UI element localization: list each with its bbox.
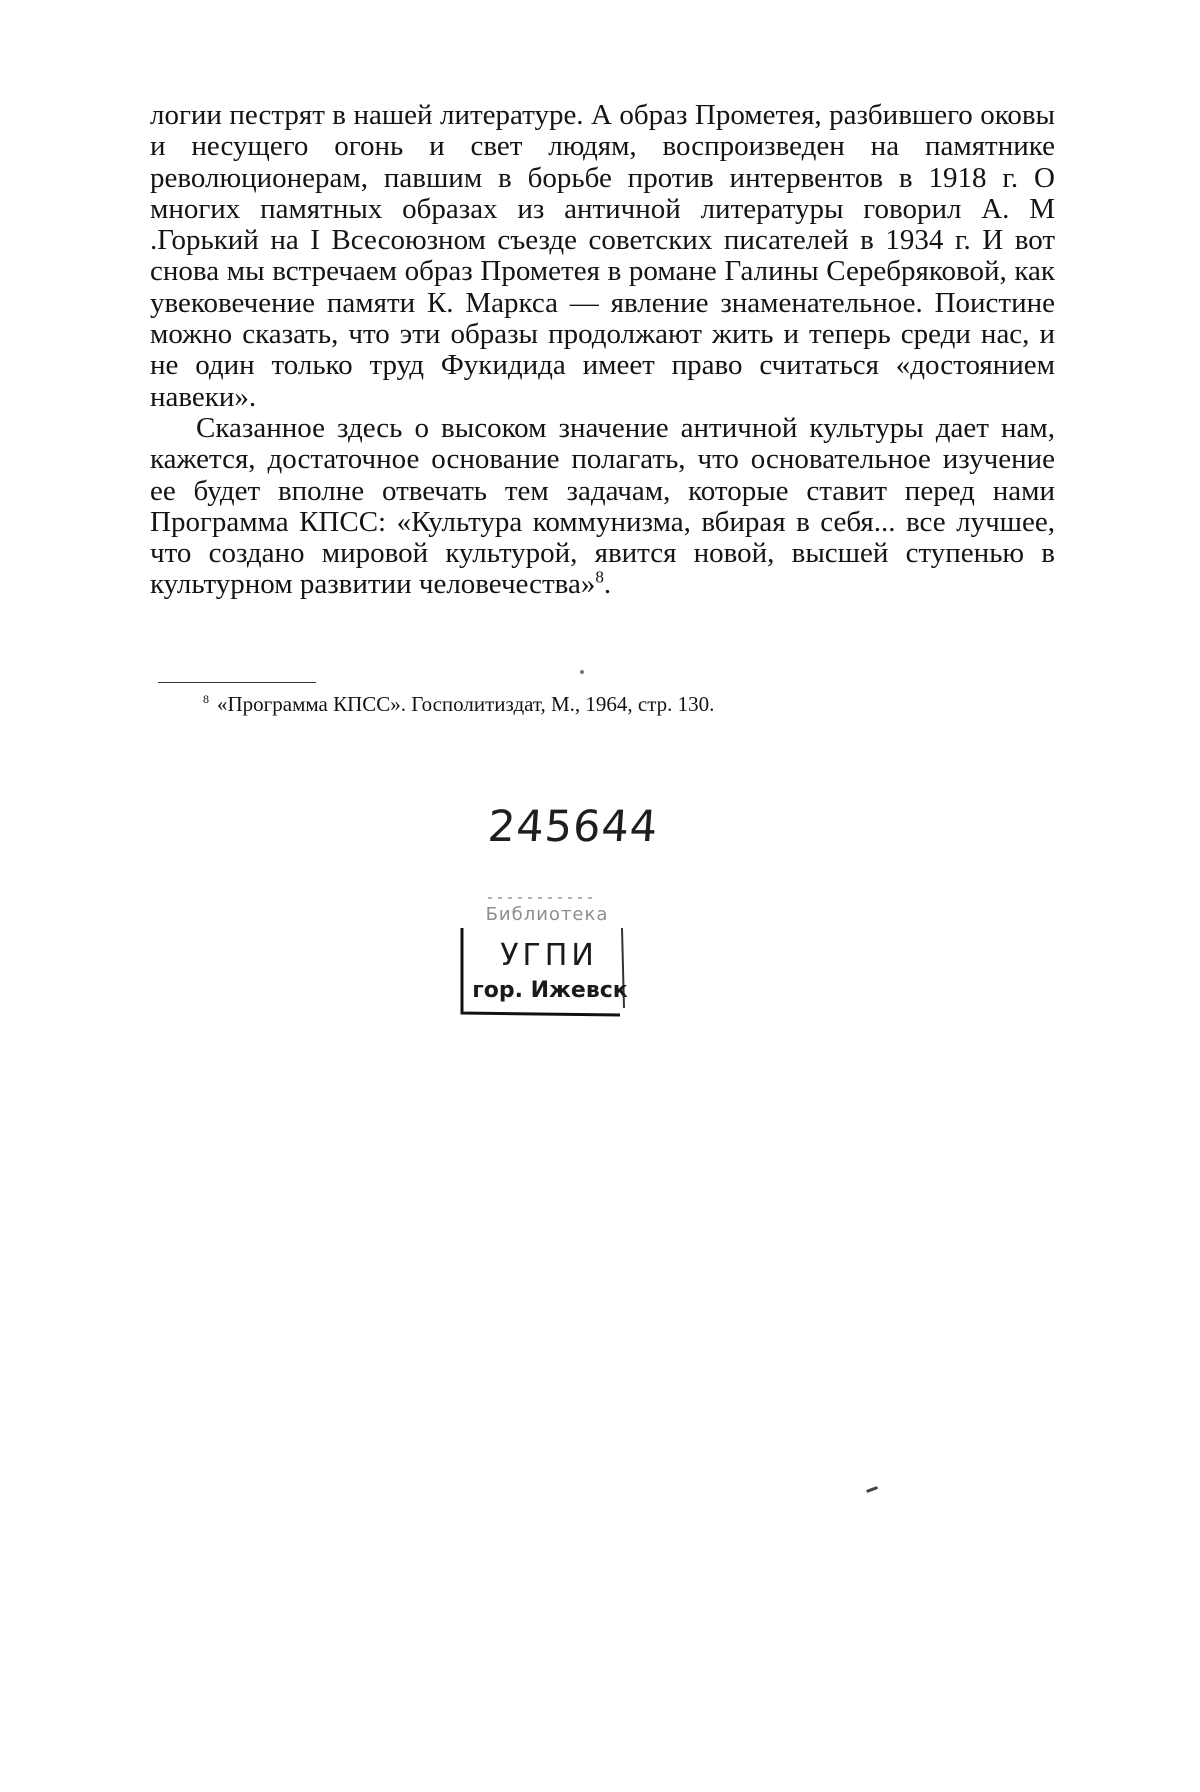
body-text [150, 100, 1055, 601]
footnote-text: «Программа КПСС». Госполитиздат, М., 1964, стр. 130. [217, 692, 715, 716]
library-stamp [448, 888, 648, 1020]
scan-mark [866, 1486, 878, 1493]
stamp-line-2: УГПИ [500, 938, 598, 973]
scan-speck [580, 670, 584, 674]
handwritten-inventory-number: 245644 [486, 802, 660, 852]
stamp-line-3: гор. Ижевск [472, 978, 628, 1003]
paragraph-1-text: логии пестрят в нашей литературе. А образ Прометея, разбившего оковы и несущего огонь и свет людям, воспроизведен на памятнике революционерам, павшим в борьбе против интервентов в 1918 г. О многих памятных образах из античной литературы говорил А. М .Горький на I Всесоюзном съезде советских писателей в 1934 г. И вот снова мы встречаем образ Прометея в романе Галины Серебряковой, как увековечение памяти К. Маркса — явление знаменательное. Поистине можно сказать, что эти образы продолжают жить и теперь среди нас, и не один только труд Фукидида имеет право считаться «достоянием навеки». [150, 99, 1055, 413]
footnote-mark: 8 [203, 692, 209, 706]
stamp-line-1: Библиотека [485, 904, 609, 925]
paragraph-2-text: Сказанное здесь о высоком значение античной культуры дает нам, кажется, достаточное основание полагать, что основательное изучение ее будет вполне отвечать тем задачам, которые ставит перед нами Программа КПСС: «Культура коммунизма, вбирая в себя... все лучшее, что создано мировой культурой, явится новой, высшей ступенью в культурном развитии человечества» [150, 411, 1055, 601]
paragraph-2: Сказанное здесь о высоком значение античной культуры дает нам, кажется, достаточное основание полагать, что основательное изучение ее будет вполне отвечать тем задачам, которые ставит перед нами Программа КПСС: «Культура коммунизма, вбирая в себя... все лучшее, что создано мировой культурой, явится новой, высшей ступенью в культурном развитии человечества»$^8$. [150, 411, 1055, 601]
footnote [203, 691, 714, 717]
footnote-reference: 8 [595, 567, 604, 587]
footnote-divider [158, 682, 316, 683]
paragraph-1 [150, 100, 1055, 413]
